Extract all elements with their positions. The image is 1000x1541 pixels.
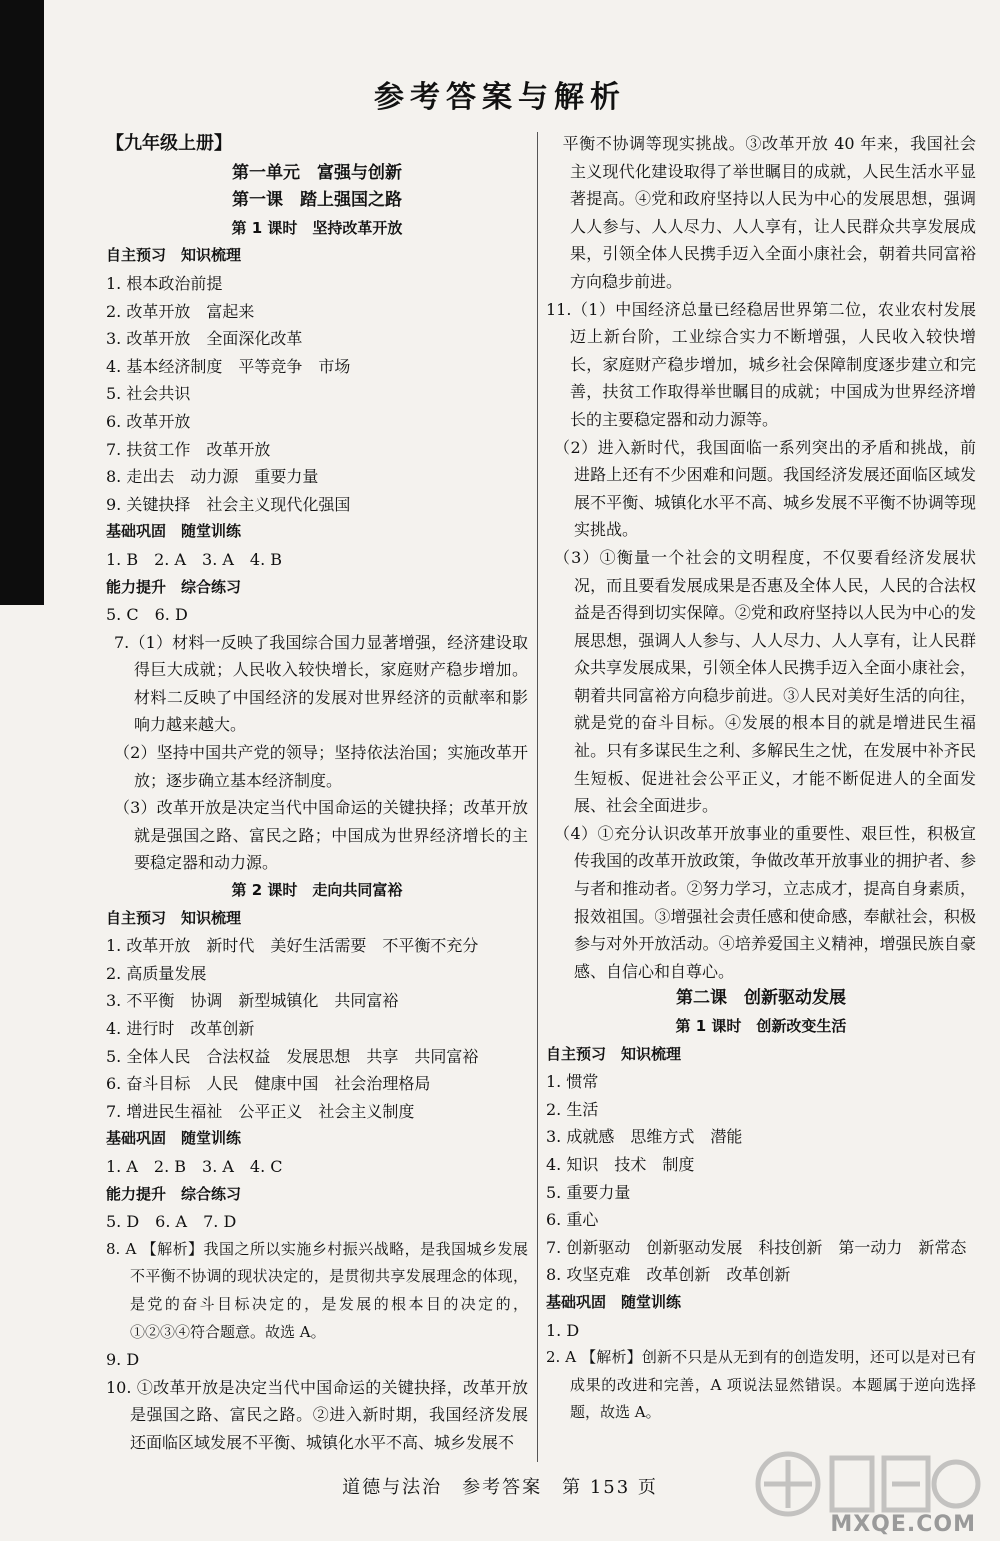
- answer-item: 5. C 6. D: [106, 605, 188, 625]
- answer-item: 6. 重心: [546, 1210, 599, 1230]
- answer-item: 1. 改革开放 新时代 美好生活需要 不平衡不充分: [106, 936, 479, 956]
- answer-item: 3. 不平衡 协调 新型城镇化 共同富裕: [106, 991, 399, 1011]
- page-footer: 道德与法治 参考答案 第 153 页: [342, 1477, 658, 1498]
- answer-item: 5. D 6. A 7. D: [106, 1212, 237, 1232]
- answer-item: 4. 基本经济制度 平等竞争 市场: [106, 356, 351, 376]
- grade-heading: 【九年级上册】: [106, 133, 232, 154]
- answer-item: 7. 增进民生福祉 公平正义 社会主义制度: [106, 1101, 415, 1121]
- answer-paragraph: 7.（1）材料一反映了我国综合国力显著增强，经济建设取得巨大成就；人民收入较快增长，家庭财产稳步增加。材料二反映了中国经济的发展对世界经济的贡献率和影响力越来越大。: [114, 632, 528, 735]
- answer-item: 8. 走出去 动力源 重要力量: [106, 467, 319, 487]
- answer-item: 5. 社会共识: [106, 384, 191, 404]
- answer-item: 1. B 2. A 3. A 4. B: [106, 549, 283, 569]
- block-label: 自主预习 知识梳理: [546, 1044, 682, 1063]
- answer-item: 3. 改革开放 全面深化改革: [106, 329, 303, 349]
- answer-explanation: 8. A 【解析】我国之所以实施乡村振兴战略，是我国城乡发展不平衡不协调的现状决定的，是贯彻共享发展理念的体现，是党的奋斗目标决定的，是发展的根本目的决定的，①②③④符合题意。故选 A。: [106, 1239, 528, 1341]
- lesson-heading: 第二课 创新驱动发展: [676, 988, 846, 1009]
- answer-item: 5. 重要力量: [546, 1182, 631, 1202]
- answer-paragraph: 平衡不协调等现实挑战。③改革开放 40 年来，我国社会主义现代化建设取得了举世瞩目的成就，人民生活水平显著提高。④党和政府坚持以人民为中心的发展思想，强调人人参与、人人尽力、人人享有，让人民群众共享发展成果，引领全体人民携手迈入全面小康社会，朝着共同富裕方向稳步前进。: [546, 134, 976, 291]
- answer-item: 4. 知识 技术 制度: [546, 1154, 695, 1174]
- answer-item: 8. 攻坚克难 改革创新 改革创新: [546, 1265, 791, 1285]
- answer-item: 4. 进行时 改革创新: [106, 1019, 255, 1038]
- answer-item: 9. 关键抉择 社会主义现代化强国: [106, 494, 351, 514]
- answer-item: 6. 奋斗目标 人民 健康中国 社会治理格局: [106, 1074, 431, 1094]
- answer-item: 7. 扶贫工作 改革开放: [106, 439, 271, 459]
- left-column: [106, 130, 528, 1457]
- answer-item: 1. D: [546, 1320, 580, 1340]
- answer-paragraph: （4）①充分认识改革开放事业的重要性、艰巨性，积极宣传我国的改革开放政策，争做改革开放事业的拥护者、参与者和推动者。②努力学习，立志成才，提高自身素质，报效祖国。③增强社会责任感和使命感，奉献社会，积极参与对外开放活动。④培养爱国主义精神，增强民族自豪感、自信心和自尊心。: [554, 823, 976, 981]
- answer-paragraph: （3）①衡量一个社会的文明程度，不仅要看经济发展状况，而且要看发展成果是否惠及全体人民，人民的合法权益是否得到切实保障。②党和政府坚持以人民为中心的发展思想，强调人人参与、人人尽力、人人享有，让人民群众共享发展成果，引领全体人民携手迈入全面小康社会，朝着共同富裕方向稳步前进。③人民对美好生活的向往，就是党的奋斗目标。④发展的根本目的就是增进民生福祉。只有多谋民生之利、多解民生之忧，在发展中补齐民生短板、促进社会公平正义，才能不断促进人的全面发展、社会全面进步。: [554, 547, 976, 816]
- answer-item: 2. 高质量发展: [106, 963, 207, 983]
- page-title: 参考答案与解析: [374, 80, 626, 115]
- answer-paragraph: （2）坚持中国共产党的领导；坚持依法治国；实施改革开放；逐步确立基本经济制度。: [114, 743, 528, 790]
- answer-explanation: 2. A 【解析】创新不只是从无到有的创造发明，还可以是对已有成果的改进和完善，A 项说法显然错误。本题属于逆向选择题，故选 A。: [546, 1348, 976, 1422]
- block-label: 基础巩固 随堂训练: [106, 522, 242, 541]
- right-column: [546, 130, 976, 1427]
- block-label: 自主预习 知识梳理: [106, 908, 242, 927]
- section-heading: 第 1 课时 创新改变生活: [675, 1017, 847, 1035]
- section-heading: 第 1 课时 坚持改革开放: [231, 218, 403, 237]
- section-heading: 第 2 课时 走向共同富裕: [231, 881, 403, 900]
- answer-item: 6. 改革开放: [106, 411, 191, 431]
- block-label: 基础巩固 随堂训练: [106, 1129, 242, 1148]
- block-label: 基础巩固 随堂训练: [546, 1292, 682, 1311]
- answer-paragraph: 10. ①改革开放是决定当代中国命运的关键抉择，改革开放是强国之路、富民之路。②进入新时期，我国经济发展还面临区域发展不平衡、城镇化水平不高、城乡发展不: [106, 1377, 528, 1452]
- column-divider: [537, 132, 538, 1462]
- answer-paragraph: 11.（1）中国经济总量已经稳居世界第二位，农业农村发展迈上新台阶，工业综合实力不断增强，人民收入较快增长，家庭财产稳步增加，城乡社会保障制度逐步建立和完善，扶贫工作取得举世瞩目的成就；中国成为世界经济增长的主要稳定器和动力源等。: [546, 299, 976, 429]
- answer-item: 7. 创新驱动 创新驱动发展 科技创新 第一动力 新常态: [546, 1237, 967, 1257]
- block-label: 能力提升 综合练习: [106, 577, 242, 596]
- answer-paragraph: （2）进入新时代，我国面临一系列突出的矛盾和挑战，前进路上还有不少困难和问题。我国经济发展还面临区域发展不平衡、城镇化水平不高、城乡发展不平衡不协调等现实挑战。: [554, 437, 976, 540]
- watermark-text: MXQE.COM: [830, 1512, 976, 1537]
- answer-item: 1. 根本政治前提: [106, 273, 223, 293]
- answer-item: 5. 全体人民 合法权益 发展思想 共享 共同富裕: [106, 1046, 479, 1066]
- unit-heading: 第一单元 富强与创新: [232, 162, 402, 183]
- answer-item: 3. 成就感 思维方式 潜能: [546, 1127, 743, 1147]
- answer-item: 2. 生活: [546, 1099, 599, 1119]
- answer-item: 1. A 2. B 3. A 4. C: [106, 1156, 283, 1176]
- block-label: 能力提升 综合练习: [106, 1184, 242, 1203]
- answer-item: 2. 改革开放 富起来: [106, 301, 255, 321]
- block-label: 自主预习 知识梳理: [106, 246, 242, 265]
- lesson-heading: 第一课 踏上强国之路: [232, 190, 402, 211]
- answer-paragraph: （3）改革开放是决定当代中国命运的关键抉择；改革开放就是强国之路、富民之路；中国成为世界经济增长的主要稳定器和动力源。: [114, 798, 528, 873]
- answer-item: 1. 惯常: [546, 1072, 599, 1092]
- answer-item: 9. D: [106, 1350, 140, 1370]
